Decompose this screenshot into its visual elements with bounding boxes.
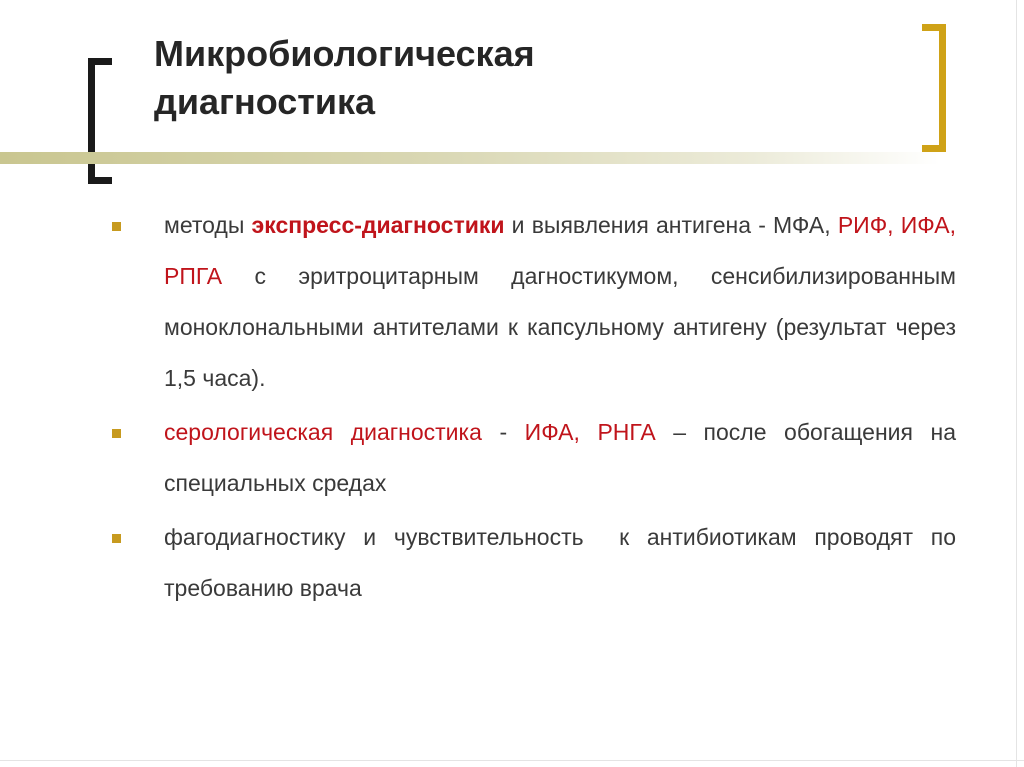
bullet-1-highlight-express: экспресс-диагностики [251, 212, 505, 238]
bullet-1-text [164, 212, 956, 391]
bullet-2-part-4: – после обогащения на специальных средах [164, 419, 956, 496]
bullet-2-part-2: - [481, 419, 525, 445]
square-bullet-icon [112, 222, 121, 231]
bullet-2-highlight-serology: серологическая диагностика [164, 419, 482, 445]
bullet-2-highlight-methods: ИФА, РНГА [524, 419, 656, 445]
slide-title-line-1: Микробиологическая [154, 33, 535, 74]
slide-edge-bottom [0, 760, 1024, 761]
bullet-3-text: фагодиагностику и чувствительность к антибиотикам проводят по требованию врача [164, 524, 963, 601]
bullet-item-phage [110, 512, 963, 614]
square-bullet-icon [112, 429, 121, 438]
bullet-1-part-5: с эритроцитарным дагностикумом, сенсибилизированным моноклональными антителами к капсульному антигену (результат через 1,5 часа). [164, 263, 956, 391]
bullet-item-serology [110, 407, 956, 509]
bullet-2-text [164, 419, 956, 496]
slide-title [154, 30, 874, 126]
title-underline-bar [0, 152, 940, 164]
bullet-list [110, 200, 963, 614]
slide-edge-right [1016, 0, 1017, 767]
bullet-1-part-3: и выявления антигена - МФА, [504, 212, 838, 238]
slide-title-line-2: диагностика [154, 81, 376, 122]
right-bracket-decoration [922, 24, 946, 152]
bullet-1-highlight-methods: РИФ, ИФА, РПГА [164, 212, 956, 289]
left-bracket-decoration [88, 58, 112, 184]
square-bullet-icon [112, 534, 121, 543]
bullet-item-express-methods [110, 200, 956, 404]
bullet-1-part-1: методы [164, 212, 252, 238]
